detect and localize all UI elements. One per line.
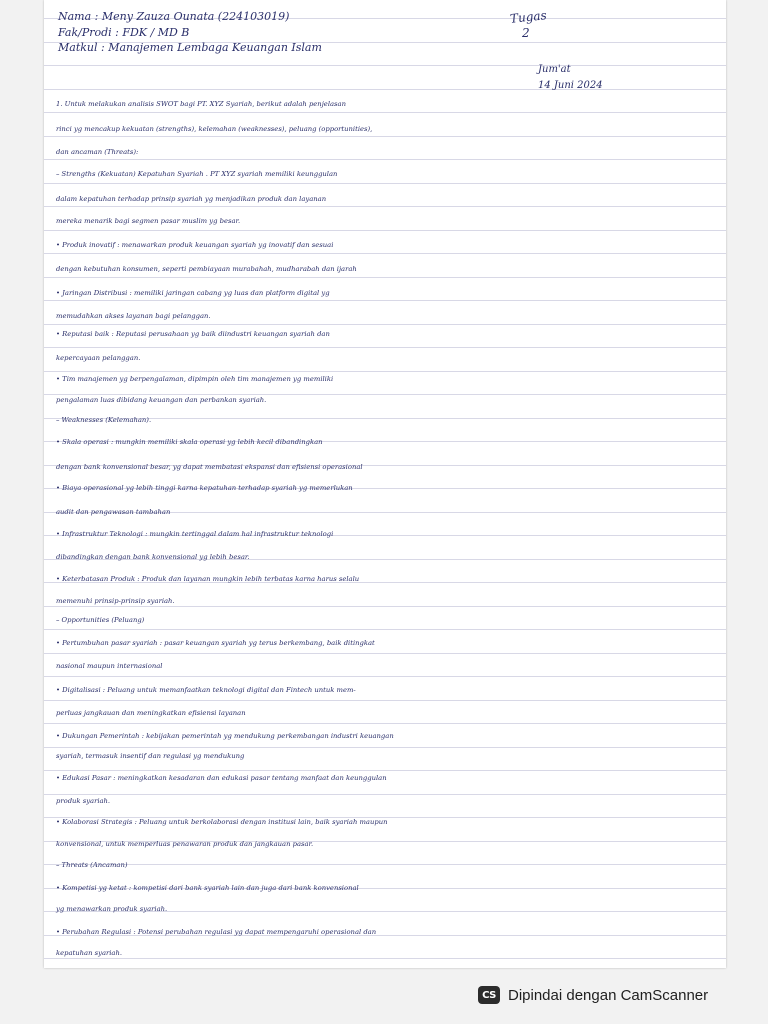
text-line: • Kolaborasi Strategis : Peluang untuk berkolaborasi dengan institusi lain, baik syariah maupun bbox=[56, 818, 388, 826]
text-line: • Biaya operasional yg lebih tinggi karna kepatuhan terhadap syariah yg memerlukan bbox=[56, 484, 353, 492]
text-line: kepercayaan pelanggan. bbox=[56, 354, 141, 362]
text-line: • Keterbatasan Produk : Produk dan layanan mungkin lebih terbatas karna harus selalu bbox=[56, 575, 360, 583]
text-line: memenuhi prinsip-prinsip syariah. bbox=[56, 597, 175, 605]
camscanner-logo-icon: CS bbox=[478, 986, 500, 1004]
text-line: • Skala operasi : mungkin memiliki skala operasi yg lebih kecil dibandingkan bbox=[56, 438, 323, 446]
text-line: • Edukasi Pasar : meningkatkan kesadaran dan edukasi pasar tentang manfaat dan keunggulan bbox=[56, 774, 387, 782]
header-prodi: Fak/Prodi : FDK / MD B bbox=[58, 26, 190, 39]
text-line: • Jaringan Distribusi : memiliki jaringan cabang yg luas dan platform digital yg bbox=[56, 289, 330, 297]
text-line: syariah, termasuk insentif dan regulasi yg mendukung bbox=[56, 752, 245, 760]
header-nama: Nama : Meny Zauza Ounata (224103019) bbox=[58, 10, 290, 23]
tugas-number: 2 bbox=[522, 26, 530, 40]
text-line: memudahkan akses layanan bagi pelanggan. bbox=[56, 312, 211, 320]
text-line: • Infrastruktur Teknologi : mungkin tertinggal dalam hal infrastruktur teknologi bbox=[56, 530, 334, 538]
text-line: konvensional, untuk memperluas penawaran produk dan jangkauan pasar. bbox=[56, 840, 314, 848]
text-line: 1. Untuk melakukan analisis SWOT bagi PT. XYZ Syariah, berikut adalah penjelasan bbox=[56, 100, 346, 108]
text-line: – Opportunities (Peluang) bbox=[56, 616, 145, 624]
text-line: dan ancaman (Threats): bbox=[56, 148, 139, 156]
text-line: audit dan pengawasan tambahan bbox=[56, 508, 171, 516]
text-line: • Tim manajemen yg berpengalaman, dipimpin oleh tim manajemen yg memiliki bbox=[56, 375, 334, 383]
text-line: dalam kepatuhan terhadap prinsip syariah yg menjadikan produk dan layanan bbox=[56, 195, 327, 203]
text-line: dengan kebutuhan konsumen, seperti pembiayaan murabahah, mudharabah dan ijarah bbox=[56, 265, 357, 273]
text-line: • Dukungan Pemerintah : kebijakan pemerintah yg mendukung perkembangan industri keuangan bbox=[56, 732, 394, 740]
text-line: yg menawarkan produk syariah. bbox=[56, 905, 168, 913]
text-line: • Digitalisasi : Peluang untuk memanfaatkan teknologi digital dan Fintech untuk mem- bbox=[56, 686, 356, 694]
text-line: • Reputasi baik : Reputasi perusahaan yg baik diindustri keuangan syariah dan bbox=[56, 330, 330, 338]
header-date: 14 Juni 2024 bbox=[538, 80, 603, 91]
text-line: rinci yg mencakup kekuatan (strengths), kelemahan (weaknesses), peluang (opportunities), bbox=[56, 125, 373, 133]
header-matkul: Matkul : Manajemen Lembaga Keuangan Islam bbox=[58, 41, 322, 54]
camscanner-watermark bbox=[478, 982, 708, 1008]
text-line: dibandingkan dengan bank konvensional yg lebih besar. bbox=[56, 553, 250, 561]
text-line: produk syariah. bbox=[56, 797, 111, 805]
camscanner-label: Dipindai dengan CamScanner bbox=[508, 986, 709, 1004]
text-line: • Produk inovatif : menawarkan produk keuangan syariah yg inovatif dan sesuai bbox=[56, 241, 334, 249]
text-line: • Perubahan Regulasi : Potensi perubahan regulasi yg dapat mempengaruhi operasional dan bbox=[56, 928, 377, 936]
text-line: – Threats (Ancaman) bbox=[56, 861, 128, 869]
header-day: Jum'at bbox=[538, 64, 571, 75]
text-line: kepatuhan syariah. bbox=[56, 949, 123, 957]
text-line: – Weaknesses (Kelemahan). bbox=[56, 416, 152, 424]
text-line: dengan bank konvensional besar, yg dapat membatasi ekspansi dan efisiensi operasional bbox=[56, 463, 363, 471]
text-line: pengalaman luas dibidang keuangan dan perbankan syariah. bbox=[56, 396, 267, 404]
text-line: • Pertumbuhan pasar syariah : pasar keuangan syariah yg terus berkembang, baik ditingkat bbox=[56, 639, 375, 647]
text-line: nasional maupun internasional bbox=[56, 662, 163, 670]
tugas-label: Tugas bbox=[509, 8, 548, 26]
text-line: perluas jangkauan dan meningkatkan efisiensi layanan bbox=[56, 709, 246, 717]
scanned-page bbox=[44, 0, 726, 968]
text-line: – Strengths (Kekuatan) Kepatuhan Syariah . PT XYZ syariah memiliki keunggulan bbox=[56, 170, 338, 178]
text-line: • Kompetisi yg ketat : kompetisi dari bank syariah lain dan juga dari bank konvensional bbox=[56, 884, 359, 892]
text-line: mereka menarik bagi segmen pasar muslim yg besar. bbox=[56, 217, 241, 225]
